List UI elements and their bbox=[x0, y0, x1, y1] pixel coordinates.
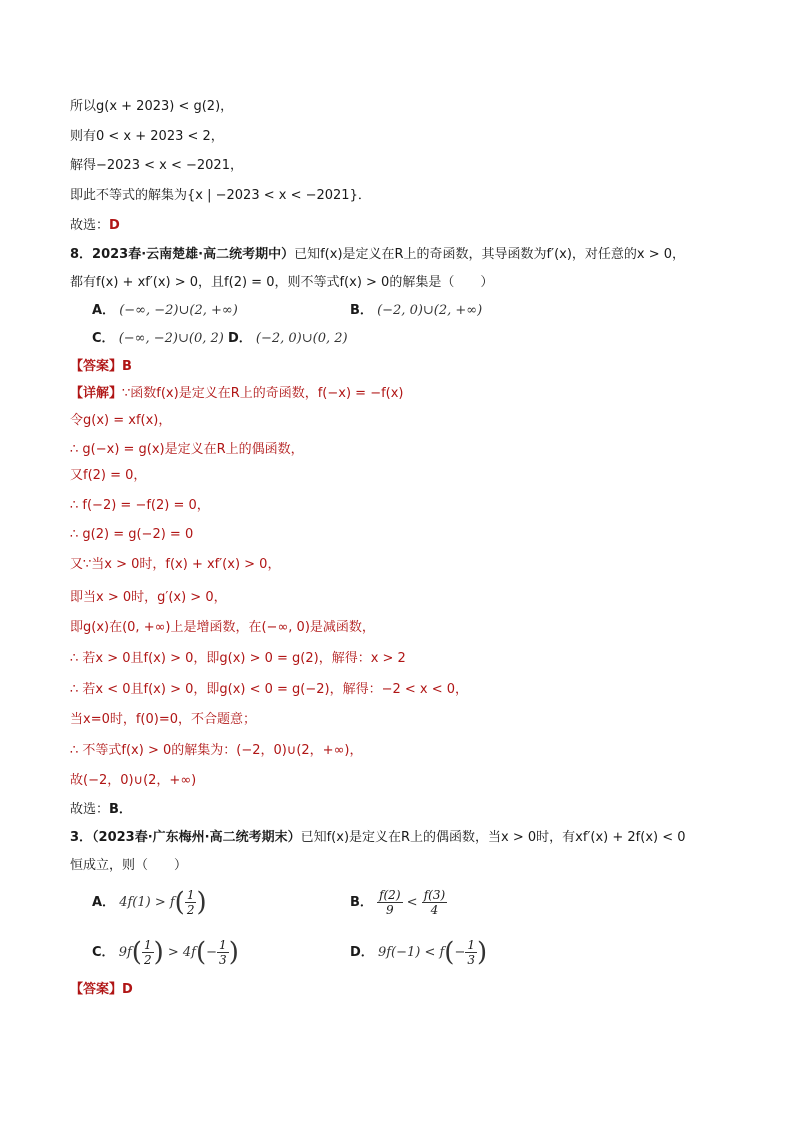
choice-line: 故选：D bbox=[70, 218, 120, 233]
solution-line: 则有0 < x + 2023 < 2， bbox=[70, 129, 224, 144]
question-3-stem: 3．（2023春·广东梅州·高二统考期末）已知f(x)是定义在R上的偶函数，当x > 0时，有xf′(x) + 2f(x) < 0 bbox=[70, 830, 686, 845]
detail-line: 令g(x) = xf(x)， bbox=[70, 413, 172, 428]
solution-line: 即此不等式的解集为{x | −2023 < x < −2021}． bbox=[70, 188, 371, 203]
question-8-stem: 都有f(x) + xf′(x) > 0，且f(2) = 0，则不等式f(x) > 0的解集是（ ） bbox=[70, 275, 494, 290]
option-d: D． 9f(−1) < f(− $\frac{1}{3}$ ) bbox=[350, 937, 488, 968]
answer-line: 【答案】D bbox=[70, 982, 133, 997]
question-3-stem: 恒成立，则（ ） bbox=[70, 858, 188, 873]
option-b: B． (−2, 0)∪(2, +∞) bbox=[350, 303, 483, 318]
option-a: A． 4f(1) > f( $\frac{1}{2}$ ) bbox=[92, 887, 207, 918]
detail-line: ∴ f(−2) = −f(2) = 0， bbox=[70, 498, 210, 513]
solution-line: 解得−2023 < x < −2021， bbox=[70, 158, 243, 173]
detail-line: ∴ 不等式f(x) > 0的解集为：(−2，0)∪(2，+∞)， bbox=[70, 743, 363, 758]
detail-line: 故(−2，0)∪(2，+∞) bbox=[70, 773, 197, 788]
detail-line: ∴ g(−x) = g(x)是定义在R上的偶函数， bbox=[70, 442, 304, 457]
question-8-stem: 8．2023春·云南楚雄·高二统考期中）已知f(x)是定义在R上的奇函数，其导函数为f′(x)，对任意的x > 0， bbox=[70, 247, 686, 262]
detail-line: ∴ 若x < 0且f(x) > 0，即g(x) < 0 = g(−2)，解得：−2 < x < 0， bbox=[70, 682, 469, 697]
detail-line: 当x=0时，f(0)=0，不合题意； bbox=[70, 712, 257, 727]
detail-line: 即g(x)在(0, +∞)上是增函数，在(−∞, 0)是减函数， bbox=[70, 620, 375, 635]
detail-line: 又∵当x > 0时，f(x) + xf′(x) > 0， bbox=[70, 557, 281, 572]
answer-line: 【答案】B bbox=[70, 359, 132, 374]
option-c: C． 9f( $\frac{1}{2}$ ) > 4f(− $\frac{1}{3}$ ) bbox=[92, 937, 239, 968]
option-c: C． (−∞, −2)∪(0, 2) D． (−2, 0)∪(0, 2) bbox=[92, 331, 348, 346]
solution-line: 所以g(x + 2023) < g(2)， bbox=[70, 99, 234, 114]
detail-line: ∴ 若x > 0且f(x) > 0，即g(x) > 0 = g(2)，解得：x > 2 bbox=[70, 651, 406, 666]
choice-line: 故选：B． bbox=[70, 802, 132, 817]
detail-line: ∴ g(2) = g(−2) = 0 bbox=[70, 527, 194, 542]
detail-line: 【详解】∵函数f(x)是定义在R上的奇函数，f(−x) = −f(x) bbox=[70, 386, 404, 401]
option-b: B． $\frac{f(2)}{9}$ < $\frac{f(3)}{4}$ bbox=[350, 888, 446, 917]
detail-line: 又f(2) = 0， bbox=[70, 468, 147, 483]
option-a: A． (−∞, −2)∪(2, +∞) bbox=[92, 303, 238, 318]
detail-line: 即当x > 0时，g′(x) > 0， bbox=[70, 590, 227, 605]
